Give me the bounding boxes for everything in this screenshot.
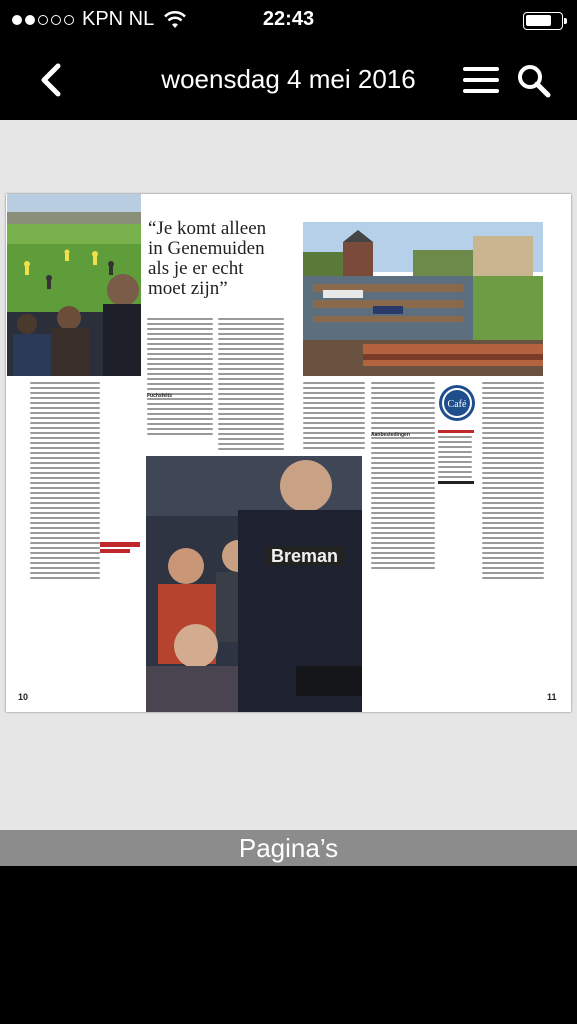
- page-thumbnail-strip[interactable]: [0, 866, 577, 1024]
- search-icon[interactable]: [517, 64, 551, 98]
- cafe-photo: [146, 456, 362, 712]
- football-photo: [7, 194, 141, 376]
- pages-button[interactable]: Pagina’s: [0, 830, 577, 866]
- svg-text:Café: Café: [447, 399, 467, 410]
- page-number-left: 10: [18, 692, 29, 702]
- page-title: woensdag 4 mei 2016: [161, 64, 416, 94]
- article-column-1: [147, 318, 213, 438]
- subheading-aanbestedingen: Aanbestedingen: [371, 432, 410, 438]
- battery-icon: [523, 12, 563, 30]
- hamburger-menu-icon[interactable]: [463, 67, 499, 95]
- battery-level: [526, 15, 551, 26]
- headline-line-1: “Je komt alleen: [148, 218, 267, 239]
- top-navbar: [0, 40, 577, 120]
- article-column-3: [303, 382, 365, 452]
- status-time: 22:43: [262, 8, 315, 30]
- newspaper-spread[interactable]: [6, 194, 571, 712]
- article-column-4: [371, 382, 435, 572]
- svg-text:Breman: Breman: [271, 546, 339, 566]
- article-headline: [148, 219, 278, 299]
- article-column-2: [218, 318, 284, 453]
- status-bar: [0, 0, 577, 40]
- article-column-5: [482, 382, 544, 582]
- cafe-logo-icon: [438, 384, 476, 422]
- harbour-photo: [303, 222, 543, 376]
- headline-line-4: moet zijn”: [148, 278, 228, 299]
- sidebar-red-tag: [100, 542, 140, 556]
- headline-line-3: als je er echt: [148, 258, 244, 279]
- page-number-right: 11: [547, 692, 557, 702]
- carrier-name: KPN NL: [82, 8, 155, 30]
- cafe-logo-block: [438, 384, 478, 484]
- article-column-left: [30, 382, 100, 582]
- subheading-fuchsfeits: Fuchsfeits: [147, 393, 173, 399]
- headline-line-2: in Genemuiden: [148, 238, 265, 259]
